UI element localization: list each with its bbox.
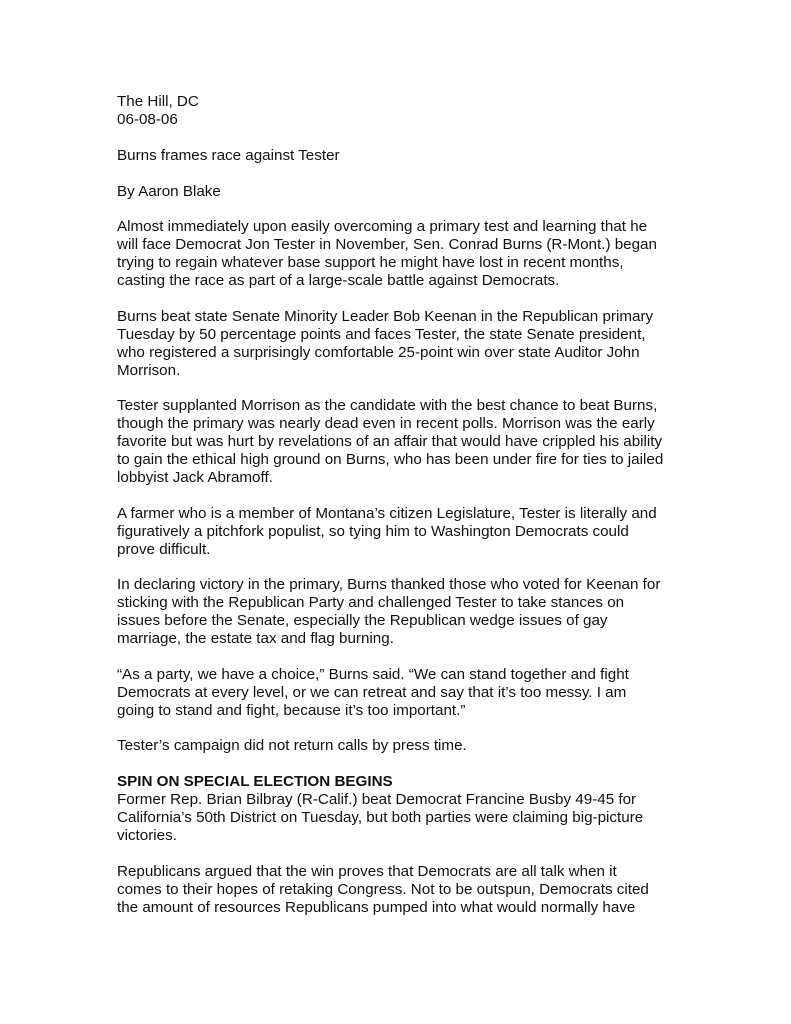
text-line: though the primary was nearly dead even in recent polls. Morrison was the early [117,415,655,433]
paragraph [117,666,697,720]
text-line: favorite but was hurt by revelations of an affair that would have crippled his ability [117,433,663,451]
spacer [117,129,697,147]
spacer [117,720,697,738]
paragraph [117,308,697,380]
paragraph [117,218,697,290]
text-line: to gain the ethical high ground on Burns, who has been under fire for ties to jailed [117,451,664,469]
text-line: prove difficult. [117,540,211,558]
text-line: will face Democrat Jon Tester in November, Sen. Conrad Burns (R-Mont.) began [117,236,657,254]
text-line: Morrison. [117,361,181,379]
text-line: the amount of resources Republicans pumped into what would normally have [117,898,636,916]
text-line: “As a party, we have a choice,” Burns said. “We can stand together and fight [117,665,629,683]
paragraph [117,576,697,648]
spacer [117,165,697,183]
spacer [117,755,697,773]
article-title: Burns frames race against Tester [117,146,340,164]
text-line: Almost immediately upon easily overcoming a primary test and learning that he [117,218,648,236]
text-line: sticking with the Republican Party and challenged Tester to take stances on [117,594,625,612]
text-line: Former Rep. Brian Bilbray (R-Calif.) beat Democrat Francine Busby 49-45 for [117,791,637,809]
text-line: casting the race as part of a large-scale battle against Democrats. [117,272,560,290]
spacer [117,845,697,863]
byline: By Aaron Blake [117,182,221,200]
paragraph [117,397,697,487]
text-line: Burns beat state Senate Minority Leader Bob Keenan in the Republican primary [117,307,654,325]
spacer [117,290,697,308]
text-line: trying to regain whatever base support he might have lost in recent months, [117,254,624,272]
text-line: going to stand and fight, because it’s too important.” [117,701,466,719]
text-line: victories. [117,827,177,844]
spacer [117,487,697,505]
text-line: In declaring victory in the primary, Burns thanked those who voted for Keenan for [117,576,661,594]
text-line: California’s 50th District on Tuesday, but both parties were claiming big-picture [117,809,644,827]
spacer [117,648,697,666]
spacer [117,379,697,397]
text-line: who registered a surprisingly comfortable 25-point win over state Auditor John [117,343,640,361]
spacer [117,200,697,218]
paragraph [117,505,697,559]
text-line: issues before the Senate, especially the Republican wedge issues of gay [117,612,608,630]
paragraph [117,863,697,917]
text-line: Tester supplanted Morrison as the candidate with the best chance to beat Burns, [117,397,658,415]
paragraph [117,737,697,755]
text-line: comes to their hopes of retaking Congress. Not to be outspun, Democrats cited [117,880,649,898]
text-line: Democrats at every level, or we can retreat and say that it’s too messy. I am [117,683,627,701]
source-line: The Hill, DC [117,93,199,110]
text-line: marriage, the estate tax and flag burning. [117,630,394,648]
document-page [117,93,697,917]
paragraph [117,791,697,845]
spacer [117,558,697,576]
section-heading: SPIN ON SPECIAL ELECTION BEGINS [117,773,393,791]
text-line: Republicans argued that the win proves that Democrats are all talk when it [117,862,617,880]
text-line: A farmer who is a member of Montana’s citizen Legislature, Tester is literally and [117,504,657,522]
text-line: Tuesday by 50 percentage points and faces Tester, the state Senate president, [117,325,646,343]
text-line: lobbyist Jack Abramoff. [117,468,273,486]
text-line: figuratively a pitchfork populist, so tying him to Washington Democrats could [117,522,629,540]
text-line: Tester’s campaign did not return calls by press time. [117,737,467,755]
date-line: 06-08-06 [117,110,178,128]
